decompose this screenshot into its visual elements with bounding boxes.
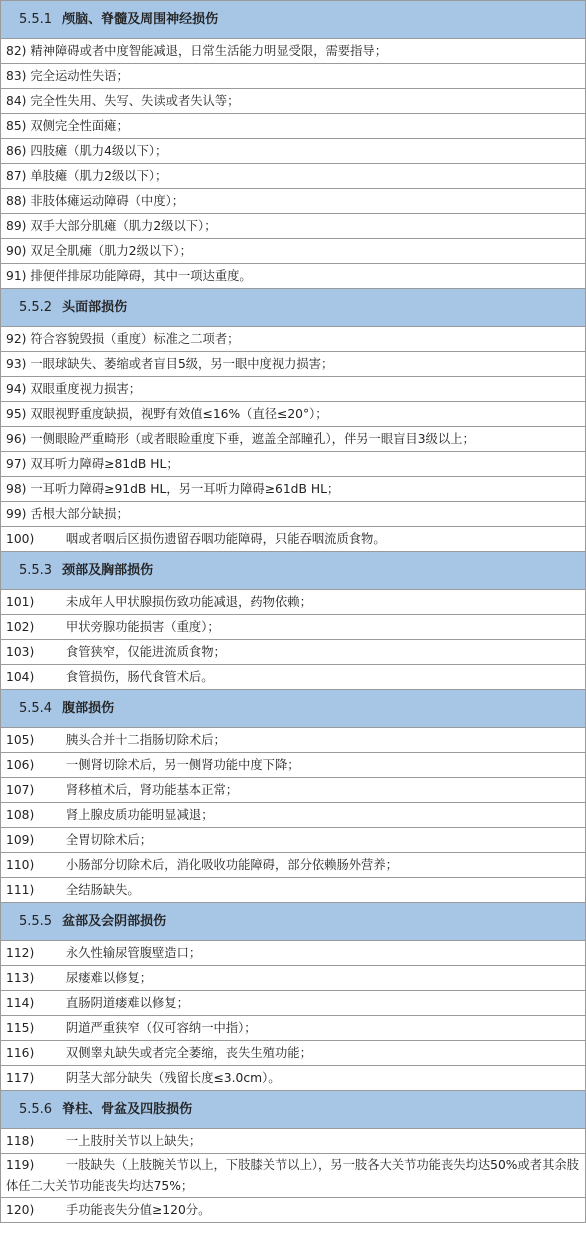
item-number: 117) [6,1071,35,1085]
item-row [1,1066,586,1091]
item-text: 舌根大部分缺损； [30,507,129,521]
item-row [1,139,586,164]
item-row [1,527,586,552]
item-cell [1,264,586,289]
item-row [1,665,586,690]
item-text: 双侧完全性面瘫； [30,119,129,133]
item-row [1,1198,586,1223]
item-cell [1,214,586,239]
item-cell [1,139,586,164]
section-number: 5.5.2 [19,300,53,315]
section-number: 5.5.6 [19,1102,53,1117]
item-number: 116) [6,1046,35,1060]
item-cell [1,239,586,264]
table-body [1,1,586,1223]
section-number: 5.5.1 [19,12,53,27]
item-row [1,728,586,753]
item-cell [1,1041,586,1066]
item-number: 115) [6,1021,35,1035]
item-number: 86) [6,144,27,158]
item-text: 精神障碍或者中度智能减退，日常生活能力明显受限，需要指导； [30,44,387,58]
item-row [1,502,586,527]
item-row [1,828,586,853]
item-cell [1,878,586,903]
item-cell [1,327,586,352]
item-row [1,214,586,239]
item-number: 101) [6,595,35,609]
item-cell [1,527,586,552]
item-cell [1,1129,586,1154]
item-row [1,941,586,966]
item-number: 111) [6,883,35,897]
item-text: 全结肠缺失。 [65,883,140,897]
item-cell [1,502,586,527]
section-number: 5.5.4 [19,701,53,716]
item-text: 双侧睾丸缺失或者完全萎缩，丧失生殖功能； [65,1046,312,1060]
item-row [1,1154,586,1198]
item-row [1,991,586,1016]
item-text: 一侧眼睑严重畸形（或者眼睑重度下垂，遮盖全部瞳孔），伴另一眼盲目3级以上； [30,432,475,446]
item-cell [1,778,586,803]
item-number: 114) [6,996,35,1010]
item-number: 103) [6,645,35,659]
item-number: 110) [6,858,35,872]
item-number: 97) [6,457,27,471]
item-text: 食管狭窄，仅能进流质食物； [65,645,226,659]
section-header-cell [1,690,586,728]
section-header-row [1,1091,586,1129]
item-row [1,853,586,878]
item-row [1,753,586,778]
item-number: 120) [6,1203,35,1217]
item-number: 91) [6,269,27,283]
section-header-cell [1,1,586,39]
item-row [1,1016,586,1041]
item-cell [1,427,586,452]
section-header-row [1,289,586,327]
item-cell [1,1198,586,1223]
item-number: 92) [6,332,27,346]
item-cell [1,89,586,114]
item-cell [1,966,586,991]
item-text: 咽或者咽后区损伤遗留吞咽功能障碍，只能吞咽流质食物。 [65,532,386,546]
item-number: 109) [6,833,35,847]
item-number: 99) [6,507,27,521]
item-text: 双耳听力障碍≥81dB HL； [30,457,179,471]
item-cell [1,64,586,89]
section-header-row [1,1,586,39]
item-row [1,189,586,214]
item-row [1,640,586,665]
item-cell [1,1066,586,1091]
item-cell [1,164,586,189]
item-text: 一耳听力障碍≥91dB HL，另一耳听力障碍≥61dB HL； [30,482,340,496]
item-row [1,615,586,640]
item-row [1,427,586,452]
item-text: 双眼视野重度缺损，视野有效值≤16%（直径≤20°）； [30,407,328,421]
section-title: 头面部损伤 [62,300,128,315]
item-cell [1,114,586,139]
item-text: 小肠部分切除术后，消化吸收功能障碍，部分依赖肠外营养； [65,858,398,872]
item-number: 87) [6,169,27,183]
item-number: 88) [6,194,27,208]
item-row [1,878,586,903]
item-row [1,164,586,189]
section-title: 盆部及会阴部损伤 [62,914,167,929]
item-row [1,966,586,991]
item-row [1,114,586,139]
section-header-cell [1,903,586,941]
item-text: 双足全肌瘫（肌力2级以下）； [30,244,192,258]
item-text: 双眼重度视力损害； [30,382,142,396]
section-header-cell [1,289,586,327]
item-cell [1,402,586,427]
item-number: 93) [6,357,27,371]
item-cell [1,665,586,690]
section-title: 颈部及胸部损伤 [62,563,154,578]
item-row [1,39,586,64]
item-text: 单肢瘫（肌力2级以下）； [30,169,168,183]
item-row [1,803,586,828]
item-cell [1,1154,586,1198]
item-cell [1,853,586,878]
item-number: 104) [6,670,35,684]
item-cell [1,377,586,402]
item-row [1,352,586,377]
item-text: 一侧肾切除术后，另一侧肾功能中度下降； [65,758,300,772]
item-text: 手功能丧失分值≥120分。 [65,1203,211,1217]
item-cell [1,828,586,853]
item-row [1,778,586,803]
item-number: 83) [6,69,27,83]
item-cell [1,728,586,753]
item-cell [1,477,586,502]
item-row [1,64,586,89]
item-text: 尿瘘难以修复； [65,971,153,985]
item-text: 完全性失用、失写、失读或者失认等； [30,94,240,108]
item-row [1,1129,586,1154]
item-text: 甲状旁腺功能损害（重度）； [65,620,220,634]
item-text: 永久性输尿管腹壁造口； [65,946,202,960]
section-header-cell [1,1091,586,1129]
section-number: 5.5.5 [19,914,53,929]
item-row [1,239,586,264]
section-header-row [1,690,586,728]
item-text: 完全运动性失语； [30,69,129,83]
item-text: 排便伴排尿功能障碍，其中一项达重度。 [30,269,252,283]
item-row [1,477,586,502]
item-cell [1,615,586,640]
item-number: 106) [6,758,35,772]
item-row [1,264,586,289]
item-cell [1,352,586,377]
item-text: 肾移植术后，肾功能基本正常； [65,783,239,797]
item-text: 阴道严重狭窄（仅可容纳一中指）； [65,1021,257,1035]
item-number: 100) [6,532,35,546]
item-number: 85) [6,119,27,133]
item-number: 102) [6,620,35,634]
item-row [1,590,586,615]
item-text: 四肢瘫（肌力4级以下）； [30,144,168,158]
section-title: 脊柱、骨盆及四肢损伤 [62,1102,193,1117]
item-cell [1,39,586,64]
section-header-row [1,903,586,941]
item-number: 96) [6,432,27,446]
section-title: 腹部损伤 [62,701,115,716]
item-row [1,452,586,477]
item-number: 112) [6,946,35,960]
item-text: 未成年人甲状腺损伤致功能减退，药物依赖； [65,595,312,609]
item-cell [1,640,586,665]
item-number: 84) [6,94,27,108]
item-text: 食管损伤，肠代食管术后。 [65,670,214,684]
item-text: 一眼球缺失、萎缩或者盲目5级，另一眼中度视力损害； [30,357,334,371]
item-row [1,327,586,352]
item-cell [1,803,586,828]
item-cell [1,452,586,477]
item-row [1,377,586,402]
section-header-row [1,552,586,590]
item-row [1,1041,586,1066]
item-text: 一上肢肘关节以上缺失； [65,1134,202,1148]
section-title: 颅脑、脊髓及周围神经损伤 [62,12,219,27]
item-number: 113) [6,971,35,985]
item-cell [1,1016,586,1041]
item-text: 直肠阴道瘘难以修复； [65,996,189,1010]
item-number: 118) [6,1134,35,1148]
item-number: 89) [6,219,27,233]
item-number: 105) [6,733,35,747]
section-number: 5.5.3 [19,563,53,578]
item-cell [1,941,586,966]
item-number: 119) [6,1157,35,1172]
item-text: 全胃切除术后； [65,833,153,847]
item-number: 94) [6,382,27,396]
item-row [1,402,586,427]
item-cell [1,590,586,615]
item-text: 符合容貌毁损（重度）标准之二项者； [30,332,240,346]
item-number: 108) [6,808,35,822]
item-text: 肾上腺皮质功能明显减退； [65,808,214,822]
item-text: 一肢缺失（上肢腕关节以上，下肢膝关节以上），另一肢各大关节功能丧失均达50%或者其余肢体任二大关节功能丧失均达75%； [6,1157,579,1193]
item-number: 98) [6,482,27,496]
item-cell [1,189,586,214]
section-header-cell [1,552,586,590]
item-number: 90) [6,244,27,258]
item-number: 95) [6,407,27,421]
item-number: 82) [6,44,27,58]
item-cell [1,991,586,1016]
item-cell [1,753,586,778]
item-text: 双手大部分肌瘫（肌力2级以下）； [30,219,217,233]
item-text: 阴茎大部分缺失（残留长度≤3.0cm）。 [65,1071,281,1085]
item-number: 107) [6,783,35,797]
item-row [1,89,586,114]
item-text: 非肢体瘫运动障碍（中度）； [30,194,185,208]
item-text: 胰头合并十二指肠切除术后； [65,733,226,747]
